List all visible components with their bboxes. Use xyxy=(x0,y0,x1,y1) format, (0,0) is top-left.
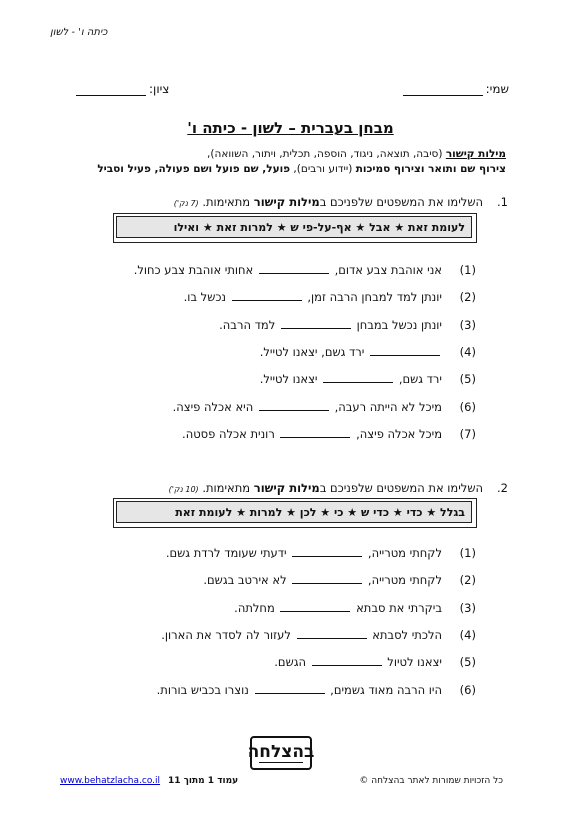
item-sentence xyxy=(76,655,442,669)
item-text-before: מיכל לא הייתה רעבה, xyxy=(334,399,442,414)
item-sentence xyxy=(76,372,442,386)
q1-item-7 xyxy=(76,427,476,441)
name-line[interactable] xyxy=(403,83,483,96)
q2-instr-bold: מילות קישור xyxy=(253,481,320,495)
logo-word: בהצלחה xyxy=(247,742,315,762)
item-number: (5) xyxy=(459,655,476,670)
item-number: (1) xyxy=(459,263,476,277)
topic-connectives-detail: (סיבה, תוצאה, ניגוד, הוספה, תכלית, ויתור, השוואה), xyxy=(207,148,446,160)
q1-points: (7 נק') xyxy=(173,199,199,208)
item-text-after: יצאנו לטייל. xyxy=(259,372,318,387)
item-number: (2) xyxy=(459,290,476,305)
item-text-before: היו הרבה מאוד גשמים, xyxy=(330,682,442,697)
page-title: מבחן בעברית – לשון - כיתה ו' xyxy=(187,119,394,137)
item-sentence xyxy=(76,628,442,642)
item-sentence xyxy=(76,263,442,277)
item-text-after: אחותי אוהבת צבע כחול. xyxy=(133,263,254,277)
item-text-after: מחלתה. xyxy=(234,600,275,615)
answer-blank[interactable] xyxy=(281,318,351,329)
item-text-before: אני אוהבת צבע אדום, xyxy=(334,263,442,277)
q1-instr-bold: מילות קישור xyxy=(253,195,320,209)
item-number: (6) xyxy=(459,682,476,697)
answer-blank[interactable] xyxy=(297,628,367,639)
item-text-before: מיכל אכלה פיצה, xyxy=(356,426,442,441)
q2-item-4 xyxy=(76,628,476,642)
q1-item-2 xyxy=(76,290,476,304)
q2-instr-post: מתאימות. xyxy=(202,481,254,495)
item-sentence xyxy=(76,601,442,615)
item-number: (3) xyxy=(459,600,476,615)
q1-item-5 xyxy=(76,372,476,386)
q2-number: 2. xyxy=(497,481,508,495)
item-text-after: נכשל בו. xyxy=(183,290,227,305)
item-number: (4) xyxy=(459,344,476,359)
item-sentence xyxy=(76,345,442,359)
footer-site-link[interactable]: www.behatzlacha.co.il xyxy=(60,776,161,786)
item-sentence xyxy=(76,318,442,332)
topic-noun-phrases: צירוף שם ותואר וצירוף סמיכות xyxy=(355,163,506,175)
q2-item-3 xyxy=(76,601,476,615)
item-sentence xyxy=(76,427,442,441)
behatzlacha-logo xyxy=(247,736,315,770)
item-sentence xyxy=(76,400,442,414)
item-text-before: ירד גשם, xyxy=(398,372,442,387)
item-text-before: יצאנו לטיול xyxy=(387,655,442,670)
answer-blank[interactable] xyxy=(280,601,350,612)
name-field[interactable] xyxy=(403,82,509,96)
q2-item-5 xyxy=(76,655,476,669)
item-text-after: ירד גשם, יצאנו לטייל. xyxy=(259,344,365,359)
q1-number: 1. xyxy=(497,195,508,209)
item-text-before: לקחתי מטרייה, xyxy=(367,573,442,588)
topic-noun-phrases-detail: (יידוע ורבים), xyxy=(290,163,356,175)
item-number: (2) xyxy=(459,573,476,588)
item-text-after: נוצרו בכביש בורות. xyxy=(156,682,249,697)
q1-item-3 xyxy=(76,318,476,332)
item-text-after: לעזור לה לסדר את הארון. xyxy=(161,627,291,642)
item-number: (3) xyxy=(459,317,476,332)
q1-instr-post: מתאימות. xyxy=(202,195,254,209)
q2-item-2 xyxy=(76,573,476,587)
topics-line-2 xyxy=(66,162,506,177)
answer-blank[interactable] xyxy=(255,683,325,694)
answer-blank[interactable] xyxy=(292,546,362,557)
q1-word-bank: לעומת זאת ★ אבל ★ אף-על-פי ש ★ למרות זאת ★ ואילו xyxy=(116,216,472,238)
answer-blank[interactable] xyxy=(232,290,302,301)
q1-item-1 xyxy=(76,263,476,277)
item-number: (1) xyxy=(459,546,476,560)
item-text-before: ביקרתי את סבתא xyxy=(356,600,442,615)
item-text-before: לקחתי מטרייה, xyxy=(367,546,442,560)
answer-blank[interactable] xyxy=(259,263,329,274)
item-text-before: יונתן נכשל במבחן xyxy=(356,317,442,332)
item-number: (5) xyxy=(459,372,476,387)
answer-blank[interactable] xyxy=(292,573,362,584)
q2-points: (10 נק') xyxy=(168,485,199,494)
footer-page-info: עמוד 1 מתוך 11 xyxy=(168,776,239,786)
q1-item-6 xyxy=(76,400,476,414)
item-sentence xyxy=(76,546,442,560)
item-text-after: רונית אכלה פסטה. xyxy=(182,426,275,441)
name-label: שמי: xyxy=(485,82,509,96)
q2-word-bank: בגלל ★ כדי ★ כדי ש ★ כי ★ לכן ★ למרות ★ לעומת זאת xyxy=(116,501,472,523)
q2-instr-pre: השלימו את המשפטים שלפניכם ב xyxy=(319,481,483,495)
grade-field[interactable] xyxy=(76,82,169,96)
item-text-after: למד הרבה. xyxy=(219,317,276,332)
footer-left xyxy=(60,776,238,786)
topic-verbs: פועל, שם פועל ושם פעולה, פעיל וסביל xyxy=(97,163,291,175)
q1-item-4 xyxy=(76,345,476,359)
answer-blank[interactable] xyxy=(280,427,350,438)
item-text-before: הלכתי לסבתא xyxy=(372,627,442,642)
answer-blank[interactable] xyxy=(312,655,382,666)
item-number: (4) xyxy=(459,627,476,642)
item-sentence xyxy=(76,573,442,587)
answer-blank[interactable] xyxy=(370,345,440,356)
topic-connectives: מילות קישור xyxy=(445,148,506,160)
item-number: (6) xyxy=(459,399,476,414)
item-text-after: לא אירטב בגשם. xyxy=(203,573,287,588)
item-sentence xyxy=(76,290,442,304)
grade-line[interactable] xyxy=(76,83,146,96)
topics-line-1 xyxy=(66,147,506,162)
item-text-after: היא אכלה פיצה. xyxy=(172,399,254,414)
q2-item-1 xyxy=(76,546,476,560)
answer-blank[interactable] xyxy=(323,372,393,383)
item-text-before: יונתן למד למבחן הרבה זמן, xyxy=(307,290,442,305)
q1-instruction xyxy=(71,195,511,209)
q1-instr-pre: השלימו את המשפטים שלפניכם ב xyxy=(319,195,483,209)
item-sentence xyxy=(76,683,442,697)
footer-copyright: כל הזכויות שמורות לאתר בהצלחה © xyxy=(359,776,503,786)
q2-instruction xyxy=(71,481,511,495)
page-header-label: כיתה ו' - לשון xyxy=(50,27,108,38)
grade-label: ציון: xyxy=(149,82,170,96)
item-text-after: הגשם. xyxy=(274,655,306,670)
item-text-after: ידעתי שעומד לרדת גשם. xyxy=(165,546,287,560)
q2-item-6 xyxy=(76,683,476,697)
logo-underline xyxy=(259,762,303,763)
answer-blank[interactable] xyxy=(259,400,329,411)
item-number: (7) xyxy=(459,426,476,441)
